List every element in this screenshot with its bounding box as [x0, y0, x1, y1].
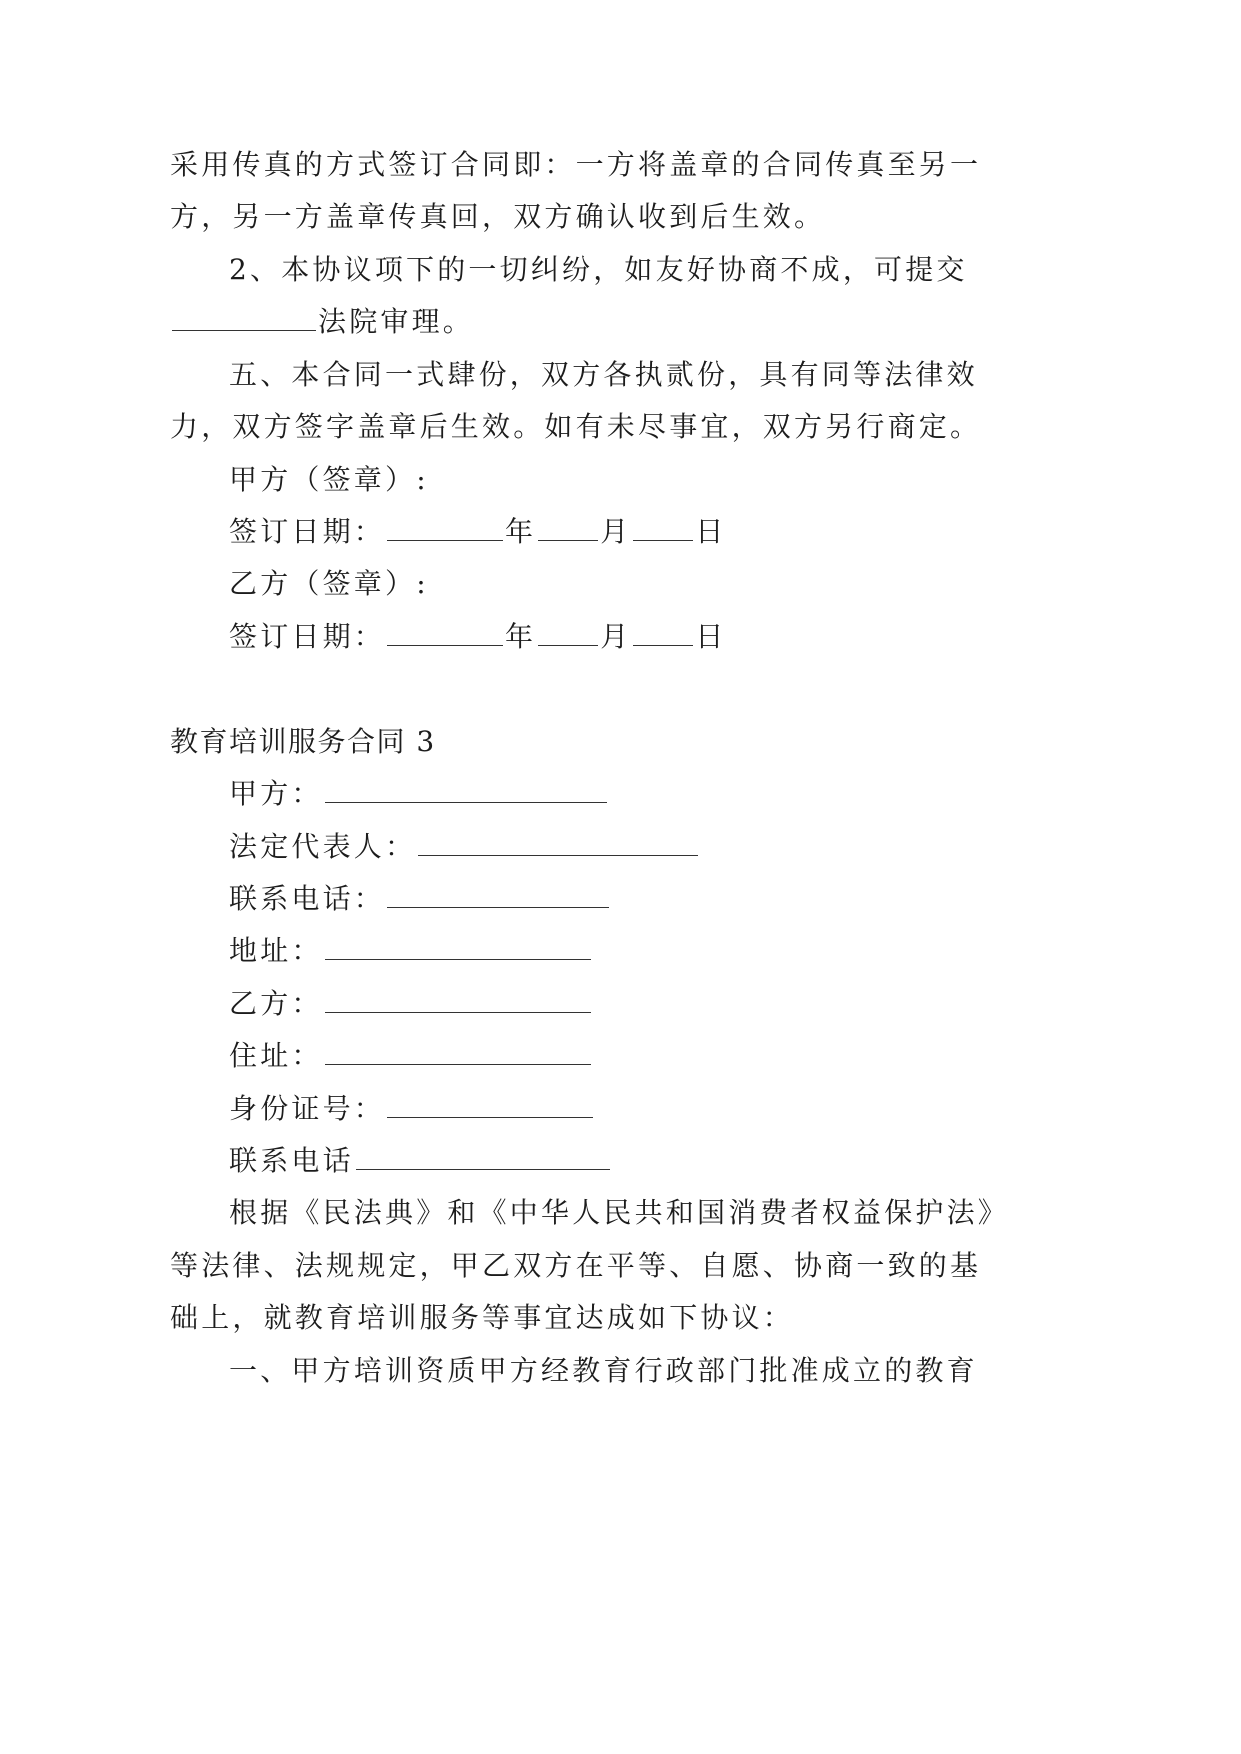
party-a-field	[229, 774, 609, 814]
day-blank	[633, 619, 693, 646]
paragraph-line: 2、本协议项下的一切纠纷，如友好协商不成，可提交	[229, 253, 968, 286]
party-b-field	[229, 984, 593, 1024]
field-blank	[325, 776, 607, 803]
address-field	[229, 931, 593, 971]
paragraph-line: 采用传真的方式签订合同即：一方将盖章的合同传真至另一	[170, 148, 982, 181]
field-label: 住址：	[229, 1039, 323, 1072]
month-blank	[538, 514, 598, 541]
signing-date-a	[229, 512, 727, 552]
court-name-blank	[172, 304, 316, 331]
signing-date-label: 签订日期：	[229, 620, 386, 653]
field-label: 身份证号：	[229, 1092, 386, 1125]
paragraph-line: 础上，就教育培训服务等事宜达成如下协议：	[170, 1301, 795, 1334]
field-blank	[325, 986, 591, 1013]
field-blank	[356, 1143, 610, 1170]
field-label: 联系电话：	[229, 882, 386, 915]
field-blank	[325, 933, 591, 960]
signing-date-b	[229, 617, 727, 657]
paragraph-line: 一、甲方培训资质甲方经教育行政部门批准成立的教育	[229, 1354, 978, 1387]
month-blank	[538, 619, 598, 646]
field-blank	[387, 1091, 593, 1118]
paragraph-line: 等法律、法规规定，甲乙双方在平等、自愿、协商一致的基	[170, 1249, 982, 1282]
party-b-signature-label: 乙方（签章）:	[229, 567, 429, 600]
day-text: 日	[695, 620, 727, 653]
field-label: 甲方：	[229, 777, 323, 810]
party-a-signature-label: 甲方（签章）:	[229, 463, 429, 496]
field-blank	[418, 829, 698, 856]
year-blank	[387, 514, 503, 541]
year-text: 年	[505, 620, 537, 653]
paragraph-line: 力，双方签字盖章后生效。如有未尽事宜，双方另行商定。	[170, 410, 982, 443]
residence-field	[229, 1036, 593, 1076]
day-blank	[633, 514, 693, 541]
id-number-field	[229, 1089, 595, 1129]
field-blank	[387, 881, 609, 908]
legal-rep-field	[229, 827, 700, 867]
paragraph-line	[170, 302, 474, 342]
court-suffix-text: 法院审理。	[318, 305, 475, 338]
field-label: 地址：	[229, 934, 323, 967]
paragraph-line: 根据《民法典》和《中华人民共和国消费者权益保护法》	[229, 1196, 1010, 1229]
phone-b-field	[229, 1141, 612, 1181]
signing-date-label: 签订日期：	[229, 515, 386, 548]
year-text: 年	[505, 515, 537, 548]
field-blank	[325, 1038, 591, 1065]
day-text: 日	[695, 515, 727, 548]
month-text: 月	[600, 620, 632, 653]
paragraph-line: 方，另一方盖章传真回，双方确认收到后生效。	[170, 200, 826, 233]
field-label: 法定代表人：	[229, 830, 417, 863]
section-title: 教育培训服务合同 3	[170, 725, 436, 758]
month-text: 月	[600, 515, 632, 548]
field-label: 联系电话	[229, 1144, 354, 1177]
phone-a-field	[229, 879, 611, 919]
paragraph-line: 五、本合同一式肆份，双方各执贰份，具有同等法律效	[229, 358, 978, 391]
field-label: 乙方：	[229, 987, 323, 1020]
year-blank	[387, 619, 503, 646]
